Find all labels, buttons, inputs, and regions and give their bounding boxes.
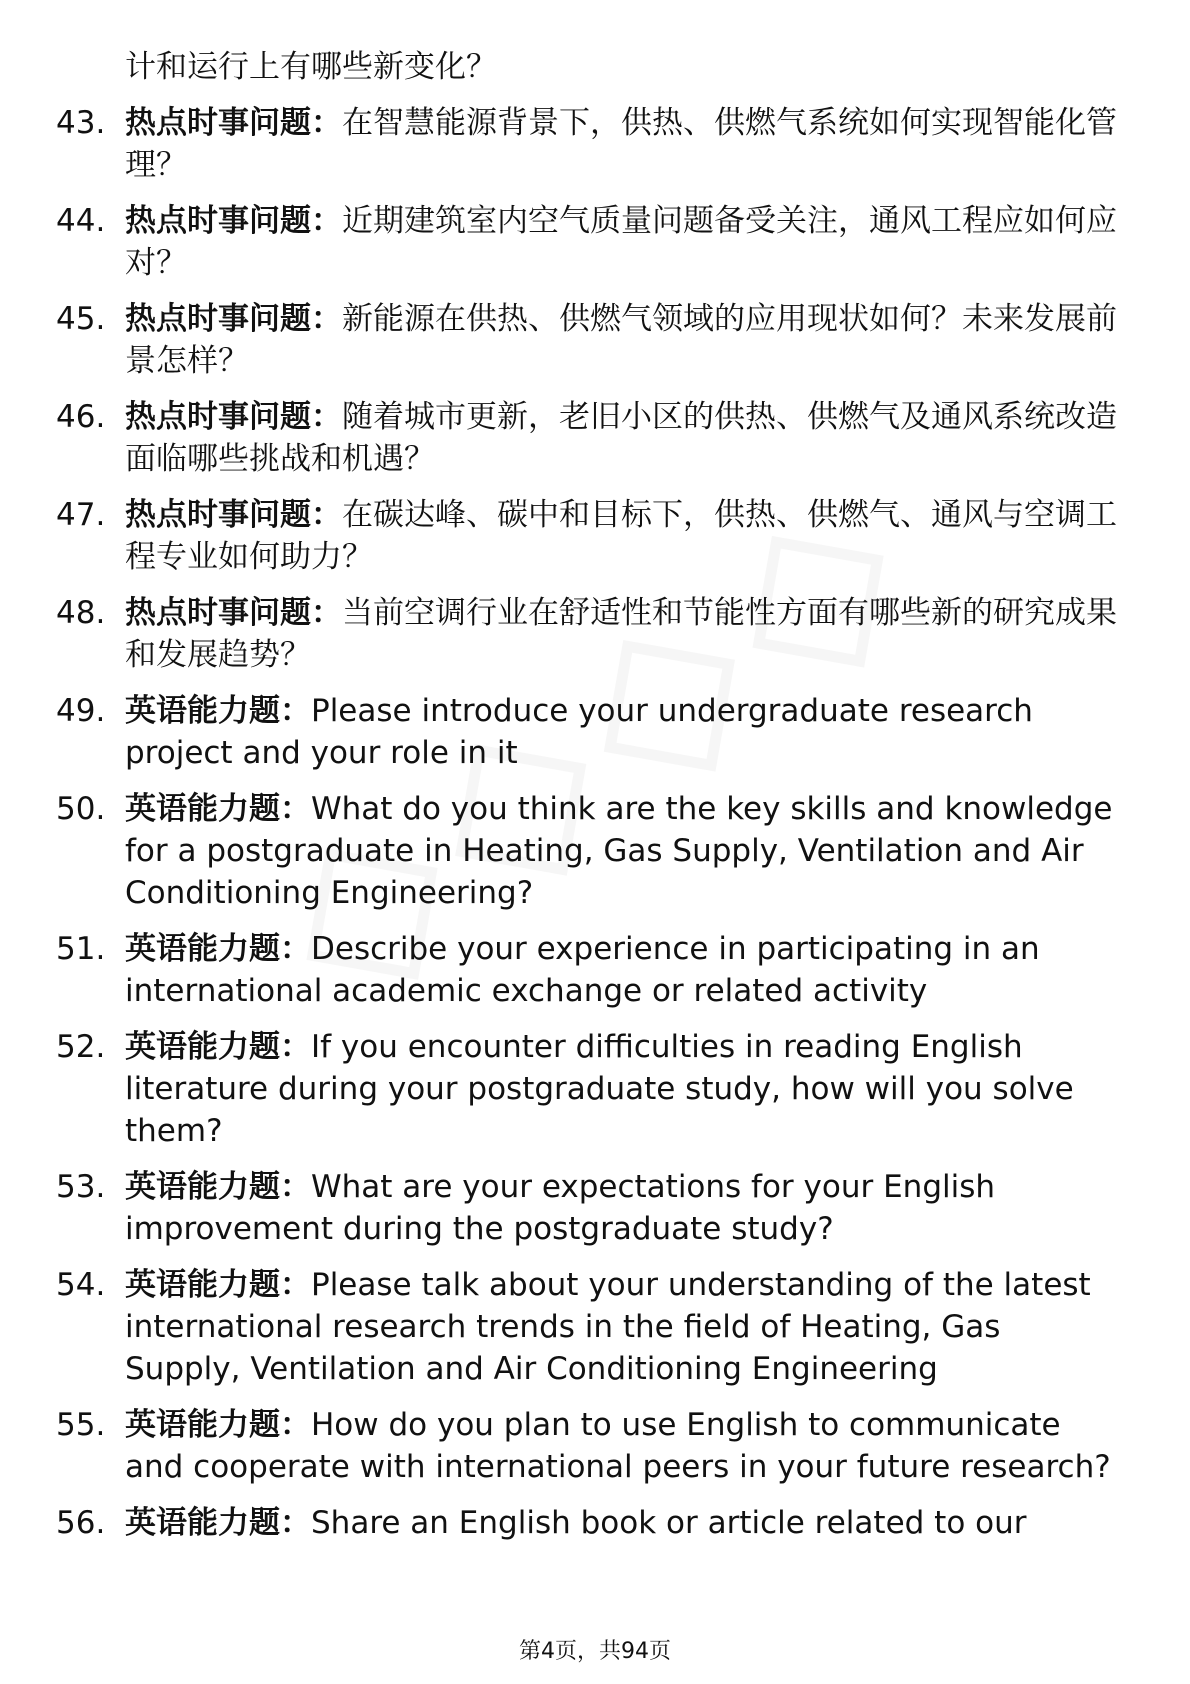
- item-text: Please introduce your undergraduate research project and your role in it: [125, 693, 1033, 771]
- item-text: How do you plan to use English to communicate and cooperate with international peers in your future research?: [125, 1407, 1111, 1485]
- item-text: What do you think are the key skills and knowledge for a postgraduate in Heating, Gas Supply, Ventilation and Air Conditioning Engineering?: [125, 791, 1113, 911]
- item-body: [125, 396, 1120, 480]
- item-category: 热点时事问题：: [125, 105, 342, 141]
- item-number: 51.: [56, 931, 106, 967]
- continuation-text: 计和运行上有哪些新变化？: [125, 49, 497, 85]
- list-item: [0, 494, 1190, 578]
- item-text: Please talk about your understanding of the latest international research trends in the field of Heating, Gas Supply, Ventilation and Air Conditioning Engineering: [125, 1267, 1091, 1387]
- item-text: 近期建筑室内空气质量问题备受关注，通风工程应如何应对？: [125, 203, 1117, 281]
- item-body: [125, 592, 1120, 676]
- item-body: [125, 1502, 1120, 1544]
- item-text: 在碳达峰、碳中和目标下，供热、供燃气、通风与空调工程专业如何助力？: [125, 497, 1117, 575]
- item-category: 热点时事问题：: [125, 595, 342, 631]
- item-number: 48.: [56, 595, 106, 631]
- item-number: 53.: [56, 1169, 106, 1205]
- list-item: [0, 1404, 1190, 1488]
- item-text: If you encounter difficulties in reading English literature during your postgraduate study, how will you solve them?: [125, 1029, 1074, 1149]
- item-category: 热点时事问题：: [125, 497, 342, 533]
- item-text: 新能源在供热、供燃气领域的应用现状如何？未来发展前景怎样？: [125, 301, 1117, 379]
- item-text: Describe your experience in participating in an international academic exchange or related activity: [125, 931, 1040, 1009]
- item-number: 55.: [56, 1407, 106, 1443]
- item-category: 热点时事问题：: [125, 399, 342, 435]
- item-category: 英语能力题：: [125, 791, 311, 827]
- item-category: 热点时事问题：: [125, 203, 342, 239]
- list-item: [0, 1026, 1190, 1152]
- items-container: [0, 102, 1190, 1544]
- list-item: [0, 396, 1190, 480]
- item-category: 英语能力题：: [125, 693, 311, 729]
- list-item: [0, 102, 1190, 186]
- item-category: 英语能力题：: [125, 931, 311, 967]
- item-text: 在智慧能源背景下，供热、供燃气系统如何实现智能化管理？: [125, 105, 1117, 183]
- item-body: [125, 1264, 1120, 1390]
- item-body: [125, 1404, 1120, 1488]
- item-category: 英语能力题：: [125, 1029, 311, 1065]
- item-body: [125, 690, 1120, 774]
- item-number: 45.: [56, 301, 106, 337]
- page-footer: 第4页，共94页: [519, 1639, 671, 1664]
- item-number: 47.: [56, 497, 106, 533]
- list-item: [0, 1166, 1190, 1250]
- item-text: 当前空调行业在舒适性和节能性方面有哪些新的研究成果和发展趋势？: [125, 595, 1117, 673]
- item-number: 54.: [56, 1267, 106, 1303]
- item-body: [125, 102, 1120, 186]
- item-category: 英语能力题：: [125, 1267, 311, 1303]
- list-item: [0, 690, 1190, 774]
- item-number: 46.: [56, 399, 106, 435]
- item-text: Share an English book or article related to our: [311, 1505, 1027, 1541]
- item-category: 英语能力题：: [125, 1505, 311, 1541]
- item-text: 随着城市更新，老旧小区的供热、供燃气及通风系统改造面临哪些挑战和机遇？: [125, 399, 1117, 477]
- list-item: [0, 298, 1190, 382]
- item-body: [125, 494, 1120, 578]
- item-body: [125, 788, 1120, 914]
- item-body: [125, 1166, 1120, 1250]
- item-body: [125, 200, 1120, 284]
- list-item: [0, 200, 1190, 284]
- item-category: 英语能力题：: [125, 1169, 311, 1205]
- item-number: 44.: [56, 203, 106, 239]
- list-item: [0, 788, 1190, 914]
- item-number: 56.: [56, 1505, 106, 1541]
- item-number: 43.: [56, 105, 106, 141]
- question-list: [0, 46, 1190, 1558]
- list-item: [0, 1264, 1190, 1390]
- list-item: [0, 928, 1190, 1012]
- item-category: 热点时事问题：: [125, 301, 342, 337]
- item-body: [125, 298, 1120, 382]
- item-number: 50.: [56, 791, 106, 827]
- item-category: 英语能力题：: [125, 1407, 311, 1443]
- list-item: [0, 1502, 1190, 1544]
- list-item: [0, 592, 1190, 676]
- item-body: [125, 928, 1120, 1012]
- item-body: [125, 1026, 1120, 1152]
- item-number: 49.: [56, 693, 106, 729]
- item-text: What are your expectations for your English improvement during the postgraduate study?: [125, 1169, 996, 1247]
- item-number: 52.: [56, 1029, 106, 1065]
